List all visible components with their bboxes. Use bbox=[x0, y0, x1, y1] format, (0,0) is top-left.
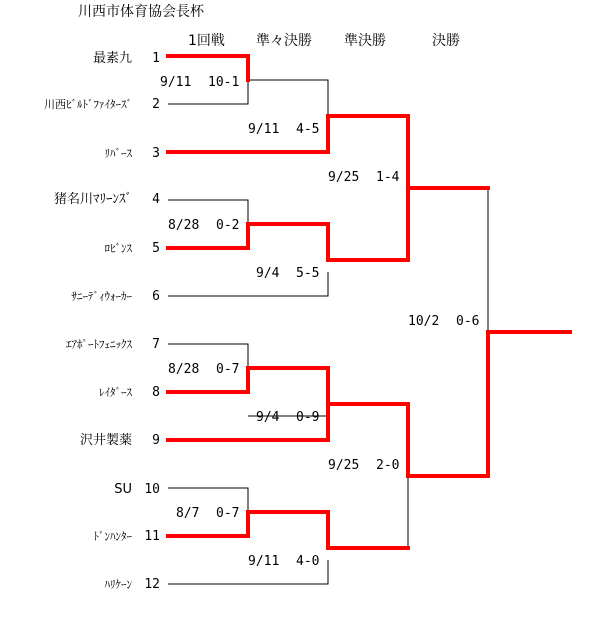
team-seed: 5 bbox=[152, 241, 160, 256]
team-name: ﾚｲﾀﾞｰｽ bbox=[99, 386, 132, 399]
match-score: 1-4 bbox=[376, 170, 400, 185]
round-header-quarterfinal: 準々決勝 bbox=[256, 33, 312, 49]
match-date: 9/4 bbox=[256, 410, 280, 425]
round-header-final: 決勝 bbox=[432, 33, 460, 49]
team-name: 川西ﾋﾞﾙﾄﾞﾌｧｲﾀｰｽﾞ bbox=[44, 98, 132, 111]
match-date: 9/11 bbox=[248, 122, 280, 137]
match-date: 9/25 bbox=[328, 170, 360, 185]
match-score: 4-0 bbox=[296, 554, 320, 569]
team-name: ﾘﾊﾞｰｽ bbox=[104, 147, 132, 160]
match-date: 10/2 bbox=[408, 314, 440, 329]
match-date: 9/4 bbox=[256, 266, 280, 281]
team-seed: 1 bbox=[152, 51, 160, 66]
match-labels bbox=[160, 75, 479, 569]
match-score: 10-1 bbox=[208, 75, 240, 90]
match-score: 4-5 bbox=[296, 122, 320, 137]
match-score: 0-7 bbox=[216, 362, 240, 377]
round-header-semifinal: 準決勝 bbox=[344, 33, 386, 49]
match-date: 8/28 bbox=[168, 218, 200, 233]
match-score: 0-9 bbox=[296, 410, 320, 425]
team-name: SU bbox=[114, 482, 132, 497]
match-score: 2-0 bbox=[376, 458, 400, 473]
team-seed: 6 bbox=[152, 289, 160, 304]
team-seed: 3 bbox=[152, 146, 160, 161]
match-date: 8/28 bbox=[168, 362, 200, 377]
team-name: ﾊﾘｹｰﾝ bbox=[104, 578, 132, 591]
winner-line bbox=[168, 512, 408, 548]
team-list bbox=[44, 50, 160, 592]
match-date: 9/25 bbox=[328, 458, 360, 473]
bracket-line bbox=[248, 80, 328, 116]
team-seed: 7 bbox=[152, 337, 160, 352]
match-date: 9/11 bbox=[248, 554, 280, 569]
match-score: 5-5 bbox=[296, 266, 320, 281]
page-title: 川西市体育協会長杯 bbox=[78, 4, 204, 20]
team-name: 猪名川ﾏﾘｰﾝｽﾞ bbox=[53, 192, 132, 207]
winner-line bbox=[408, 332, 570, 476]
match-date: 9/11 bbox=[160, 75, 192, 90]
team-seed: 4 bbox=[152, 192, 160, 207]
team-name: ﾄﾞﾝﾊﾝﾀｰ bbox=[93, 530, 132, 543]
team-name: 沢井製薬 bbox=[79, 433, 132, 448]
team-name: ｴｱﾎﾟｰﾄﾌｪﾆｯｸｽ bbox=[66, 338, 132, 351]
team-name: 最素九 bbox=[92, 51, 132, 66]
match-score: 0-7 bbox=[216, 506, 240, 521]
winner-line bbox=[168, 368, 408, 476]
match-date: 8/7 bbox=[176, 506, 200, 521]
bracket-lines-winner bbox=[168, 56, 570, 548]
team-seed: 9 bbox=[152, 433, 160, 448]
winner-line bbox=[168, 116, 408, 188]
team-seed: 2 bbox=[152, 97, 160, 112]
team-seed: 8 bbox=[152, 385, 160, 400]
team-name: ﾛﾋﾞﾝｽ bbox=[104, 242, 132, 255]
match-score: 0-6 bbox=[456, 314, 480, 329]
match-score: 0-2 bbox=[216, 218, 240, 233]
team-seed: 12 bbox=[144, 577, 160, 592]
round-header-first-round: 1回戦 bbox=[188, 33, 225, 49]
team-name: ｻﾆｰﾃﾞｨｳｫｰｶｰ bbox=[71, 290, 132, 303]
team-seed: 10 bbox=[144, 482, 160, 497]
team-seed: 11 bbox=[144, 529, 160, 544]
